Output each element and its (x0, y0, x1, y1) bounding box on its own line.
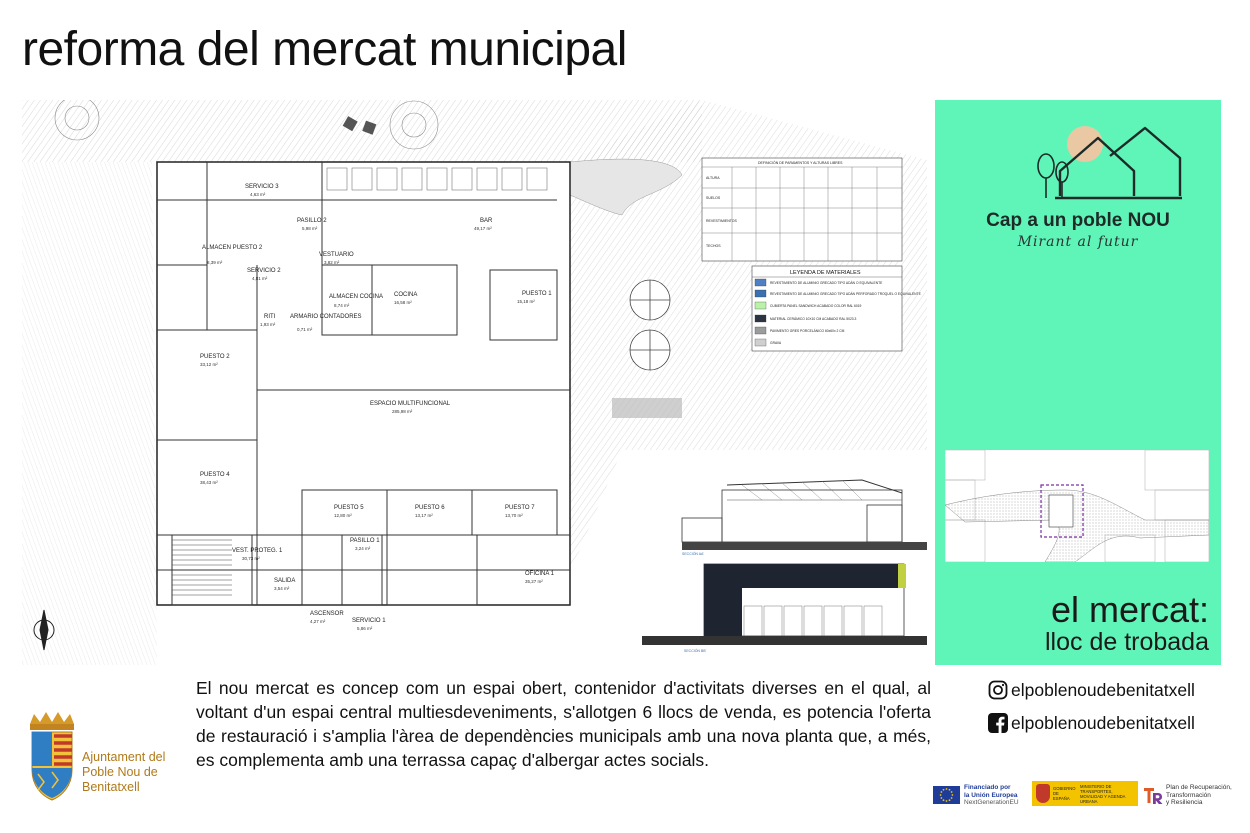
room-area: 285,98 m² (392, 409, 413, 414)
brand-logo (1030, 116, 1190, 211)
room-label: ALMACEN PUESTO 2 (202, 245, 263, 251)
instagram-icon (988, 680, 1008, 700)
room-area: 49,17 m² (474, 226, 492, 231)
room-label: PUESTO 4 (200, 472, 230, 478)
government-text: GOBIERNO DE ESPAÑA (1053, 786, 1076, 801)
room-area: 38,43 m² (200, 480, 218, 485)
finishes-table (702, 158, 902, 261)
room-area: 8,39 m² (207, 260, 223, 265)
room-area: 4,63 m² (250, 192, 266, 197)
legend-item: REVESTIMIENTO DE ALUMINIO GRECADO TIPO ADÁN O EQUIVALENTE (770, 281, 883, 285)
legend-item: MATERIAL CERÁMICO 10X10 CM ACABADO RAL 5023.3 (770, 317, 857, 321)
green-info-panel (935, 100, 1221, 665)
room-area: 4,27 m² (310, 619, 326, 624)
legend-swatch (755, 302, 766, 309)
eu-funding-text (964, 784, 1019, 807)
map-street (945, 490, 1209, 562)
eu-funding-line: la Unión Europea (964, 791, 1018, 799)
room-area: 1,93 m² (260, 322, 276, 327)
materials-legend (752, 266, 922, 351)
room-label: ESPACIO MULTIFUNCIONAL (370, 401, 451, 407)
facebook-username: elpoblenoudebenitatxell (1011, 712, 1195, 733)
recovery-plan-logo (1143, 784, 1232, 807)
room-area: 13,17 m² (415, 513, 433, 518)
room-area: 15,18 m² (517, 299, 535, 304)
room-label: VEST. PROTEG. 1 (232, 548, 283, 554)
eu-funding-logo (933, 784, 1019, 807)
room-label: ALMACEN COCINA (329, 294, 384, 300)
finishes-row-label: TECHOS (706, 244, 721, 248)
instagram-handle[interactable] (988, 679, 1195, 701)
room-label: OFICINA 1 (525, 571, 555, 577)
legend-title: LEYENDA DE MATERIALES (790, 270, 861, 276)
legend-item: CUBIERTA PANEL SANDWICH ACABADO COLOR RAL 6019 (770, 304, 862, 308)
room-area: 3,54 m² (274, 586, 290, 591)
legend-swatch (755, 279, 766, 286)
recovery-plan-line: y Resiliencia (1166, 799, 1203, 806)
finishes-row-label: ALTURA (706, 176, 720, 180)
legend-item: GRAVA (770, 341, 782, 345)
room-label: PUESTO 2 (200, 354, 230, 360)
room-label: COCINA (394, 292, 418, 298)
legend-swatch (755, 315, 766, 322)
government-logo (1032, 781, 1138, 806)
room-area: 5,86 m² (357, 626, 373, 631)
spain-crest-icon (1036, 784, 1050, 803)
room-area: 0,71 m² (297, 327, 313, 332)
finishes-table-title: DEFINICIÓN DE PARAMENTOS Y ALTURAS LIBRES (758, 161, 843, 165)
floor-plan-svg (22, 100, 927, 665)
council-name-line: Ajuntament del (82, 750, 166, 764)
terrace-planter (612, 398, 682, 418)
eu-funding-line: Financiado por (964, 784, 1011, 791)
room-area: 35,27 m² (525, 579, 543, 584)
council-name-line: Poble Nou de (82, 765, 158, 779)
room-label: RITI (264, 314, 276, 320)
room-area: 13,70 m² (505, 513, 523, 518)
room-area: 30,73 m² (242, 556, 260, 561)
legend-swatch (755, 327, 766, 334)
finishes-row-label: SUELOS (706, 196, 721, 200)
room-area: 8,74 m² (334, 303, 350, 308)
room-label: VESTUARIO (319, 252, 354, 258)
room-label: PUESTO 6 (415, 505, 445, 511)
facebook-handle[interactable] (988, 712, 1195, 734)
coat-of-arms-icon (24, 712, 80, 804)
sun-icon (1067, 126, 1103, 162)
room-area: 5,98 m² (302, 226, 318, 231)
facebook-icon (988, 713, 1008, 733)
tree-icon (1038, 154, 1068, 198)
eu-funding-line: NextGenerationEU (964, 799, 1019, 806)
room-area: 4,81 m² (252, 276, 268, 281)
brand-name: Cap a un poble NOU (986, 210, 1170, 231)
section-label: SECCIÓN BB' (684, 649, 707, 653)
room-label: ARMARIO CONTADORES (290, 314, 362, 320)
room-label: SERVICIO 1 (352, 618, 386, 624)
section-label: SECCIÓN AA' (682, 552, 705, 556)
room-area: 3,24 m² (355, 546, 371, 551)
project-description: El nou mercat es concep com un espai obert, contenidor d'activitats diverses en el qual, al voltant d'un espai central multiesdeveniments, s'allotgen 6 llocs de venda, es potencia l'oferta de restauració i s'amplia l'àrea de dependències municipals amb una nova planta que, a més, es complementa amb una terrassa capaç d'albergar actes socials. (196, 678, 931, 770)
council-name-line: Benitatxell (82, 780, 140, 794)
room-label: SALIDA (274, 578, 296, 584)
room-label: PUESTO 1 (522, 291, 552, 297)
room-label: PUESTO 7 (505, 505, 535, 511)
building-sections (622, 452, 927, 665)
market-building (1049, 495, 1073, 527)
recovery-plan-line: Transformación (1166, 791, 1211, 799)
room-area: 16,58 m² (394, 300, 412, 305)
eu-flag-icon (933, 786, 960, 804)
legend-item: REVESTIMIENTO DE ALUMINIO GRECADO TIPO ADÁN PERFORADO TROQUEL O EQUIVALENTE (770, 292, 921, 296)
room-label: ASCENSOR (310, 611, 344, 617)
room-area: 33,12 m² (200, 362, 218, 367)
instagram-username: elpoblenoudebenitatxell (1011, 679, 1195, 700)
council-name (82, 750, 165, 795)
recovery-plan-line: Plan de Recuperación, (1166, 784, 1232, 791)
room-label: PASILLO 1 (350, 538, 380, 544)
recovery-plan-text (1166, 784, 1232, 807)
recovery-plan-icon (1143, 785, 1163, 805)
room-label: SERVICIO 3 (245, 184, 279, 190)
room-label: PASILLO 2 (297, 218, 327, 224)
panel-heading: el mercat: (1050, 589, 1209, 630)
ministry-text: MINISTERIO DE TRANSPORTES, MOVILIDAD Y AGENDA URBANA (1080, 783, 1126, 804)
room-label: SERVICIO 2 (247, 268, 281, 274)
room-label: PUESTO 5 (334, 505, 364, 511)
panel-subheading: lloc de trobada (1044, 628, 1209, 656)
floor-plan-drawing (22, 100, 927, 665)
brand-tagline: Mirant al futur (1017, 234, 1139, 250)
legend-item: PAVIMENTO GRES PORCELÁNICO 60x60x 2 CM (770, 329, 845, 333)
street-hatch-left (22, 162, 157, 665)
legend-swatch (755, 290, 766, 297)
room-label: BAR (480, 218, 493, 224)
council-logo (24, 712, 184, 804)
site-location-map (945, 450, 1209, 562)
page-title: reforma del mercat municipal (22, 23, 627, 76)
room-area: 3,82 m² (324, 260, 340, 265)
room-area: 12,80 m² (334, 513, 352, 518)
finishes-row-label: REVESTIMIENTOS (706, 219, 737, 223)
legend-swatch (755, 339, 766, 346)
